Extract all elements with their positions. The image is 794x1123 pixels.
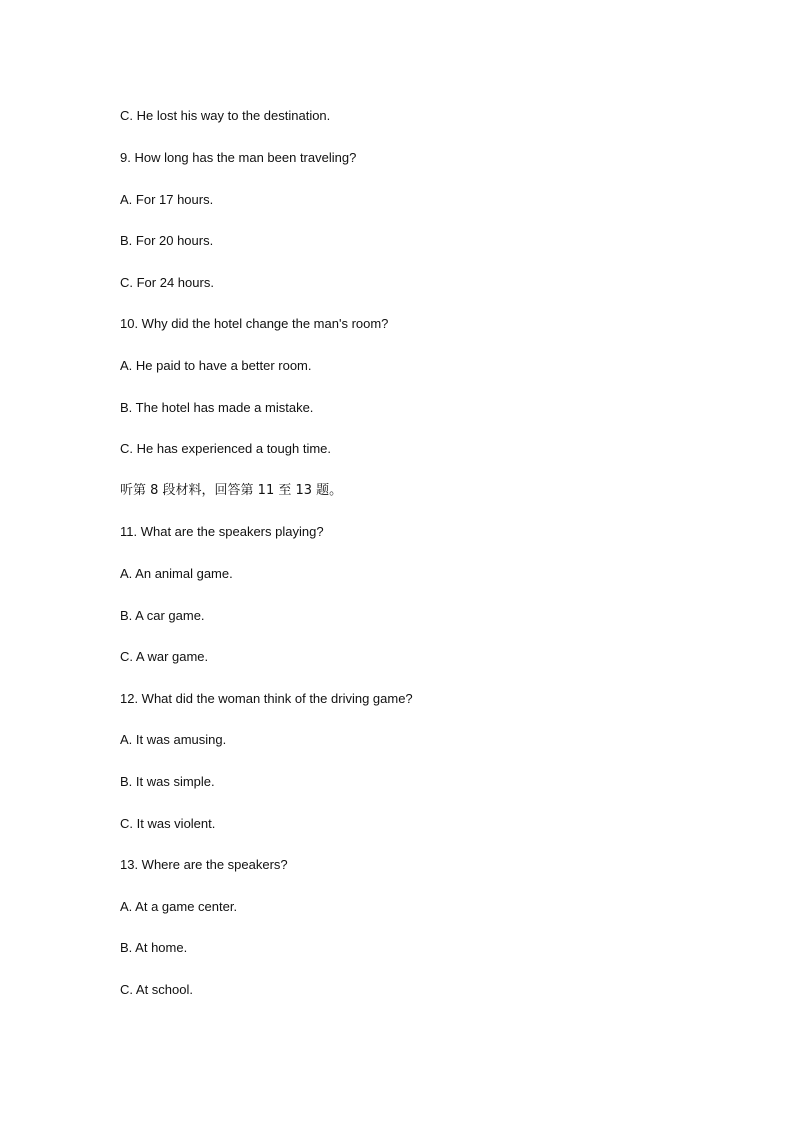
q13-option-a: A. At a game center. [120, 899, 238, 914]
q9-option-a: A. For 17 hours. [120, 192, 214, 207]
q10-option-b: B. The hotel has made a mistake. [120, 400, 314, 415]
q11-question: 11. What are the speakers playing? [120, 524, 324, 539]
q13-option-c: C. At school. [120, 982, 193, 997]
q13-question: 13. Where are the speakers? [120, 857, 288, 872]
q12-option-b: B. It was simple. [120, 774, 215, 789]
q11-option-a: A. An animal game. [120, 566, 233, 581]
q12-option-a: A. It was amusing. [120, 732, 227, 747]
q11-option-b: B. A car game. [120, 608, 205, 623]
q12-question: 12. What did the woman think of the driving game? [120, 691, 413, 706]
q13-option-b: B. At home. [120, 940, 188, 955]
q9-option-b: B. For 20 hours. [120, 233, 214, 248]
q11-option-c: C. A war game. [120, 649, 209, 664]
q8-option-c: C. He lost his way to the destination. [120, 108, 331, 123]
q12-option-c: C. It was violent. [120, 816, 216, 831]
q9-question: 9. How long has the man been traveling? [120, 150, 357, 165]
q10-question: 10. Why did the hotel change the man's room? [120, 316, 389, 331]
q9-option-c: C. For 24 hours. [120, 275, 214, 290]
section-instruction: 听第 8 段材料，回答第 11 至 13 题。 [120, 483, 343, 498]
q10-option-c: C. He has experienced a tough time. [120, 441, 332, 456]
q10-option-a: A. He paid to have a better room. [120, 358, 312, 373]
